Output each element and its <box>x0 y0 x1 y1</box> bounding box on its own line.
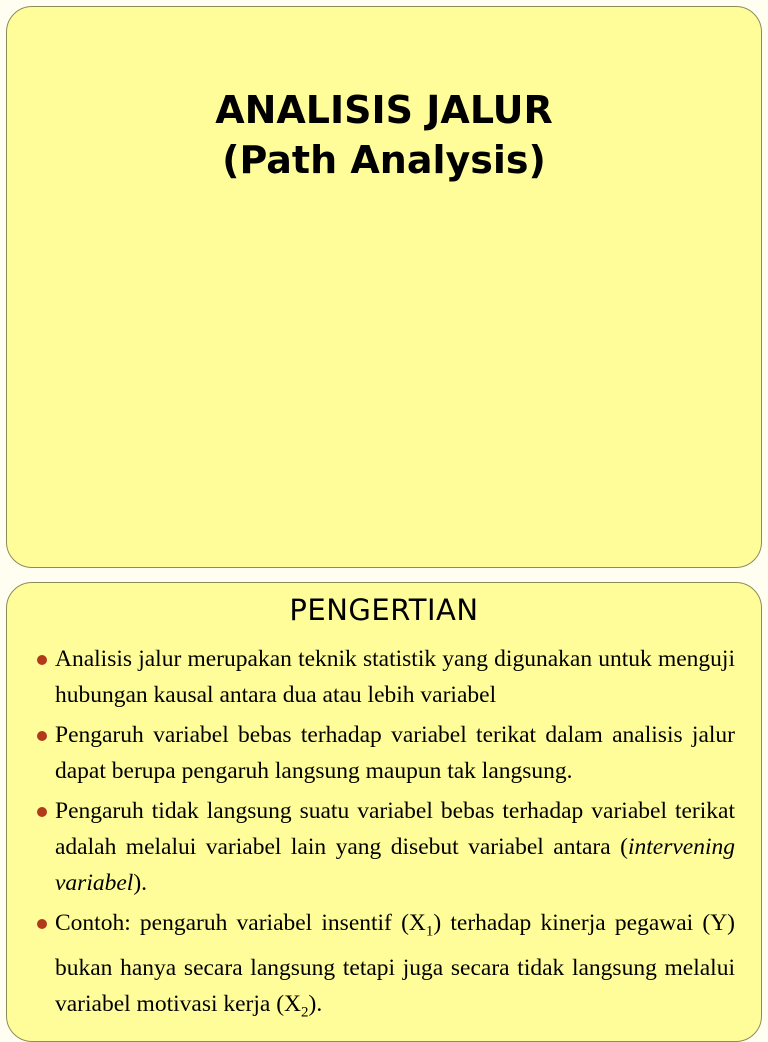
slide-title <box>7 85 761 185</box>
bullet-text: Contoh: pengaruh variabel insentif (X <box>55 910 426 936</box>
bullet-text-mid: ) terhadap kinerja pegawai (Y) bukan hanya secara langsung tetapi juga secara tidak langsung melalui variabel motivasi kerja (X <box>55 910 735 1017</box>
title-line-1: ANALISIS JALUR <box>215 88 553 132</box>
bullet-text: Pengaruh tidak langsung suatu variabel bebas terhadap variabel terikat adalah melalui variabel lain yang disebut variabel antara ( <box>55 798 735 860</box>
bullet-dot-icon <box>37 655 47 665</box>
definition-slide <box>6 582 762 1042</box>
bullet-item <box>35 641 735 713</box>
subscript-1: 1 <box>425 923 434 940</box>
bullet-item <box>35 905 735 1030</box>
bullet-item <box>35 717 735 789</box>
bullet-dot-icon <box>37 919 47 929</box>
bullet-italic-term: intervening variabel <box>55 834 735 896</box>
slide-heading: PENGERTIAN <box>289 593 479 627</box>
bullet-text: Pengaruh variabel bebas terhadap variabel terikat dalam analisis jalur dapat berupa pengaruh langsung maupun tak langsung. <box>55 722 735 784</box>
title-line-2: (Path Analysis) <box>222 138 546 182</box>
title-slide <box>6 6 762 568</box>
bullet-list <box>35 641 735 1034</box>
bullet-text: Analisis jalur merupakan teknik statistik yang digunakan untuk menguji hubungan kausal antara dua atau lebih variabel <box>55 646 735 708</box>
bullet-dot-icon <box>37 807 47 817</box>
bullet-item <box>35 793 735 901</box>
bullet-text-end: ). <box>133 870 148 896</box>
subscript-2: 2 <box>301 1004 309 1021</box>
bullet-dot-icon <box>37 731 47 741</box>
bullet-text-end: ). <box>308 990 323 1017</box>
